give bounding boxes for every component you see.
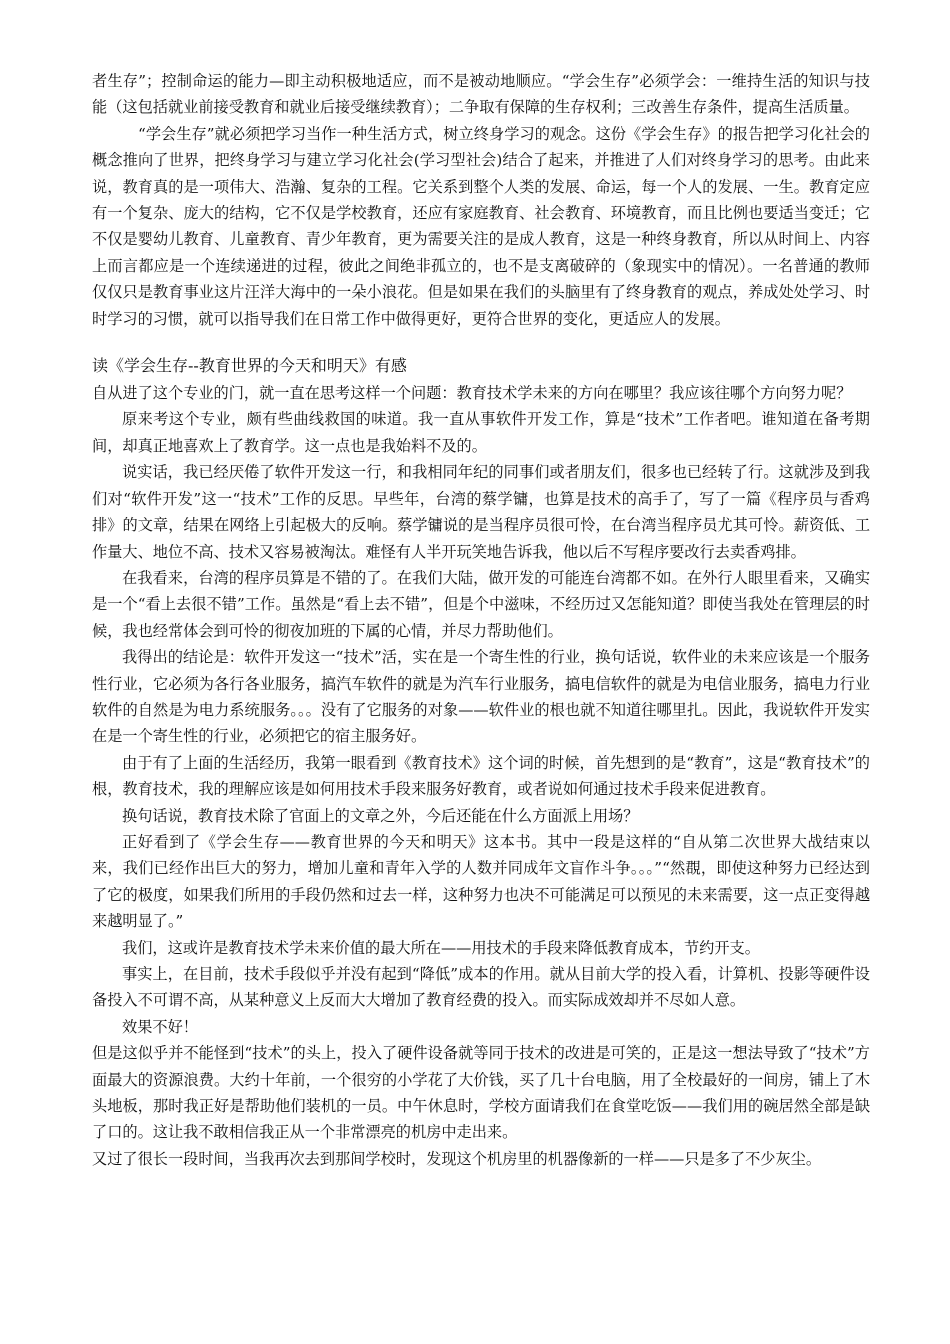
body-paragraph: 在我看来，台湾的程序员算是不错的了。在我们大陆，做开发的可能连台湾都不如。在外行人眼里看来，又确实是一个“看上去很不错”工作。虽然是“看上去不错”，但是个中滋味，不经历过又怎能知道？即使当我处在管理层的时候，我也经常体会到可怜的彻夜加班的下属的心情，并尽力帮助他们。 <box>92 568 870 640</box>
body-paragraph: 效果不好！ <box>122 1017 198 1036</box>
document-page <box>92 68 870 1172</box>
body-paragraph: 我们，这或许是教育技术学未来价值的最大所在——用技术的手段来降低教育成本，节约开支。 <box>122 938 760 957</box>
body-paragraph: 事实上，在目前，技术手段似乎并没有起到“降低”成本的作用。就从目前大学的投入看，计算机、投影等硬件设备投入不可谓不高，从某种意义上反而大大增加了教育经费的投入。而实际成效却并不尽如人意。 <box>92 965 870 1010</box>
body-paragraph: 原来考这个专业，颇有些曲线救国的味道。我一直从事软件开发工作，算是“技术”工作者吧。谁知道在备考期间，却真正地喜欢上了教育学。这一点也是我始料不及的。 <box>92 410 870 455</box>
paragraph-continuation: 者生存”；控制命运的能力—即主动积极地适应，而不是被动地顺应。“学会生存”必须学会：一维持生活的知识与技能（这包括就业前接受教育和就业后接受继续教育）；二争取有保障的生存权利；三改善生存条件，提高生活质量。 <box>92 72 870 117</box>
paragraph-lifelong-learning: “学会生存”就必须把学习当作一种生活方式，树立终身学习的观念。这份《学会生存》的报告把学习化社会的概念推向了世界，把终身学习与建立学习化社会(学习型社会)结合了起来，并推进了人们对终身学习的思考。由此来说，教育真的是一项伟大、浩瀚、复杂的工程。它关系到整个人类的发展、命运，每一个人的发展、一生。教育定应有一个复杂、庞大的结构，它不仅是学校教育，还应有家庭教育、社会教育、环境教育，而且比例也要适当变迁；它不仅是婴幼儿教育、儿童教育、青少年教育，更为需要关注的是成人教育，这是一种终身教育，所以从时间上、内容上而言都应是一个连续递进的过程，彼此之间绝非孤立的，也不是支离破碎的（象现实中的情况）。一名普通的教师仅仅只是教育事业这片汪洋大海中的一朵小浪花。但是如果在我们的头脑里有了终身教育的观点，养成处处学习、时时学习的习惯，就可以指导我们在日常工作中做得更好，更符合世界的变化，更适应人的发展。 <box>92 124 870 328</box>
body-paragraph: 说实话，我已经厌倦了软件开发这一行，和我相同年纪的同事们或者朋友们，很多也已经转了行。这就涉及到我们对“软件开发”这一“技术”工作的反思。早些年，台湾的蔡学镛，也算是技术的高手了，写了一篇《程序员与香鸡排》的文章，结果在网络上引起极大的反响。蔡学镛说的是当程序员很可怜，在台湾当程序员尤其可怜。薪资低、工作量大、地位不高、技术又容易被淘汰。难怪有人半开玩笑地告诉我，他以后不写程序要改行去卖香鸡排。 <box>92 463 870 561</box>
body-paragraph: 正好看到了《学会生存——教育世界的今天和明天》这本书。其中一段是这样的“自从第二次世界大战结束以来，我们已经作出巨大的努力，增加儿童和青年入学的人数并同成年文盲作斗争。。。”“然覠，即使这种努力已经达到了它的极度，如果我们所用的手段仍然和过去一样，这种努力也决不可能满足可以预见的未来需要，这一点正变得越来越明显了。” <box>92 832 870 931</box>
body-paragraph: 又过了很长一段时间，当我再次去到那间学校时，发现这个机房里的机器像新的一样——只是多了不少灰尘。 <box>92 1149 821 1168</box>
body-paragraph: 我得出的结论是：软件开发这一“技术”活，实在是一个寄生性的行业，换句话说，软件业的未来应该是一个服务性行业，它必须为各行各业服务，搞汽车软件的就是为汽车行业服务，搞电信软件的就是为电信业服务，搞电力行业软件的自然是为电力系统服务。。。没有了它服务的对象——软件业的根也就不知道往哪里扎。因此，我说软件开发实在是一个寄生性的行业，必须把它的宿主服务好。 <box>92 648 870 746</box>
section-heading: 读《学会生存--教育世界的今天和明天》有感 <box>92 356 407 376</box>
body-paragraph: 但是这似乎并不能怪到“技术”的头上，投入了硬件设备就等同于技术的改进是可笑的，正是这一想法导致了“技术”方面最大的资源浪费。大约十年前，一个很穷的小学花了大价钱，买了几十台电脑，用了全校最好的一间房，铺上了木头地板，那时我正好是帮助他们装机的一员。中午休息时，学校方面请我们在食堂吃饭——我们用的碗居然全部是缺了口的。这让我不敢相信我正从一个非常漂亮的机房中走出来。 <box>92 1044 870 1142</box>
body-paragraph: 由于有了上面的生活经历，我第一眼看到《教育技术》这个词的时候，首先想到的是“教育”，这是“教育技术”的根，教育技术，我的理解应该是如何用技术手段来服务好教育，或者说如何通过技术手段来促进教育。 <box>92 753 870 799</box>
body-paragraph: 自从进了这个专业的门，就一直在思考这样一个问题：教育技术学未来的方向在哪里？我应该往哪个方向努力呢？ <box>92 384 852 403</box>
body-paragraph: 换句话说，教育技术除了官面上的文章之外，今后还能在什么方面派上用场？ <box>122 806 639 825</box>
